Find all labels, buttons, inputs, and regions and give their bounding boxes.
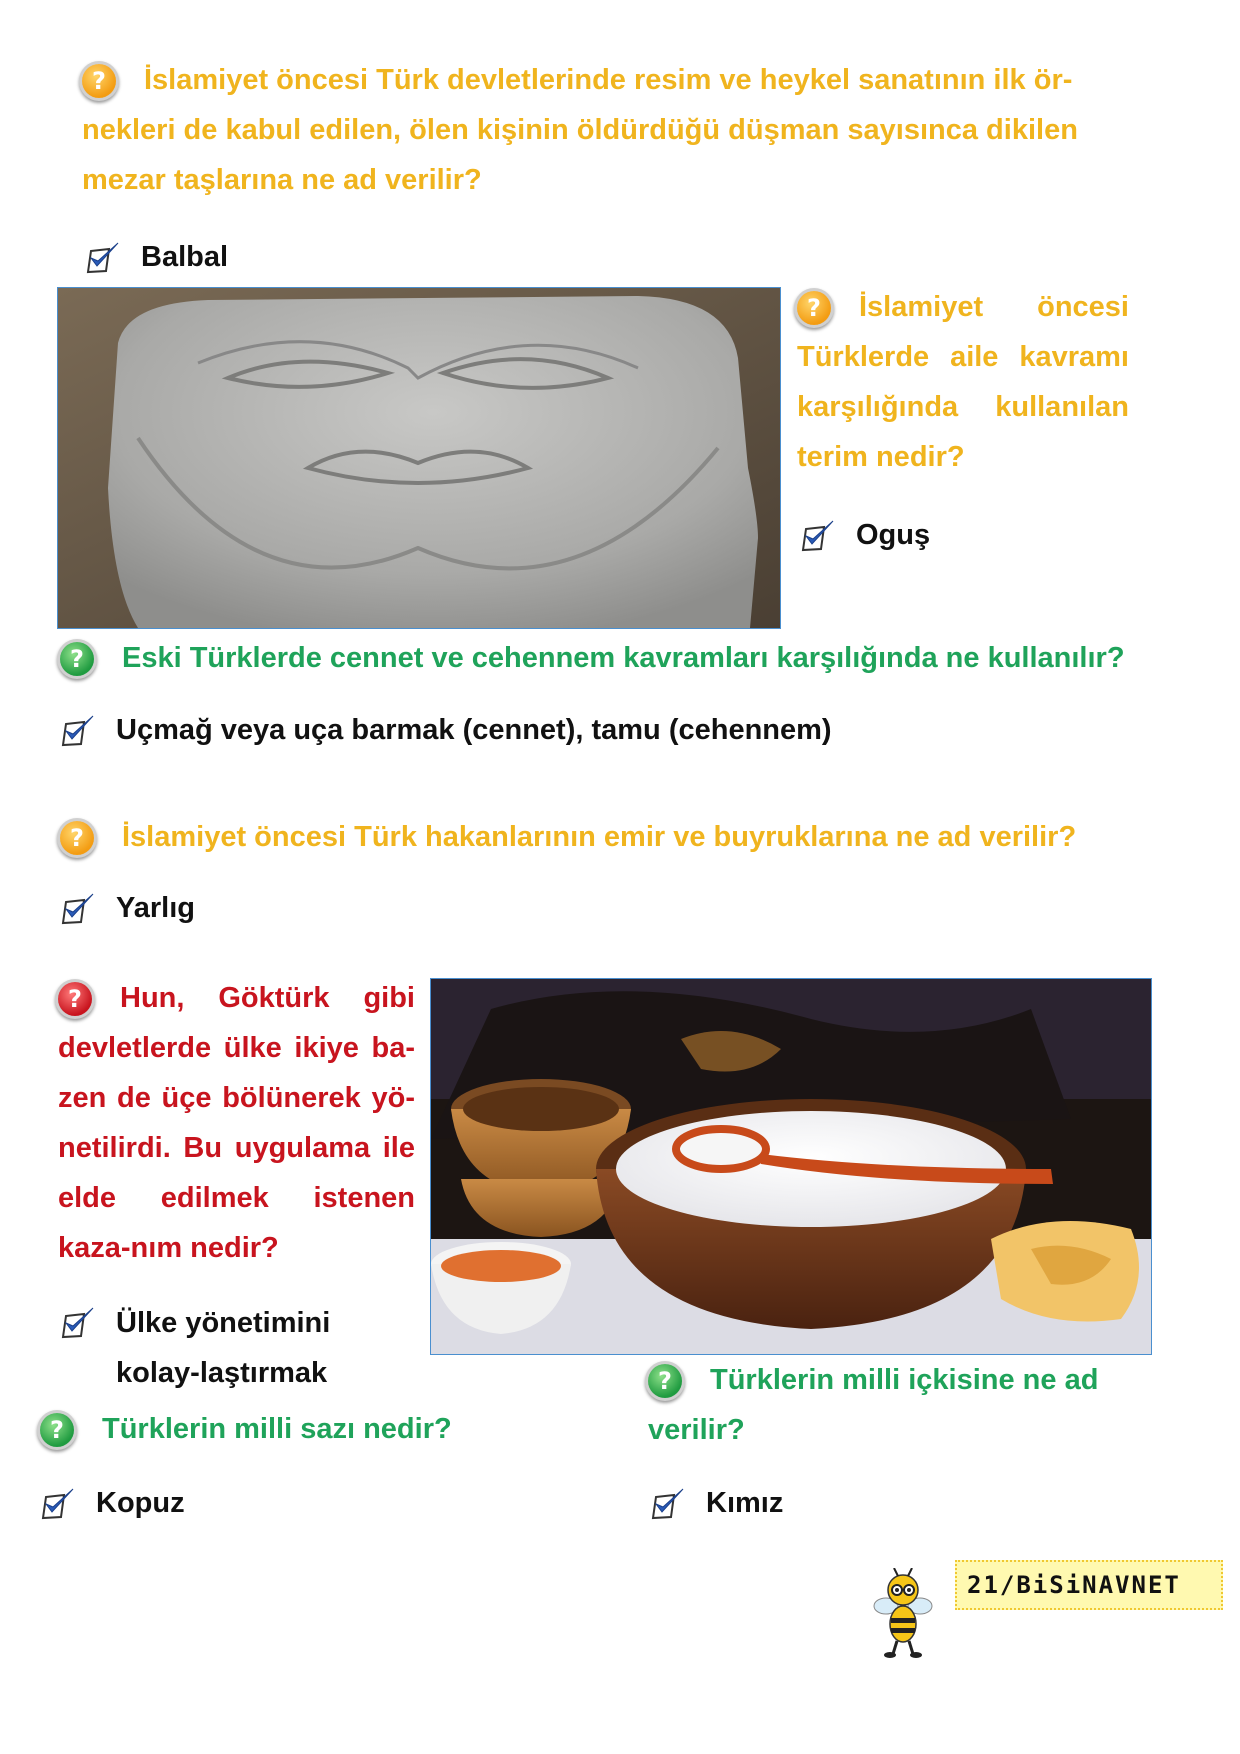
answer-6 xyxy=(650,1478,783,1528)
question-4-text: İslamiyet öncesi Türk hakanlarının emir ve buyruklarına ne ad verilir? xyxy=(122,821,1077,853)
question-icon: ? xyxy=(82,64,116,98)
question-7 xyxy=(40,1404,600,1454)
answer-5-text: Ülke yönetimini kolay-laştırmak xyxy=(116,1307,331,1389)
question-7-text: Türklerin milli sazı nedir? xyxy=(102,1413,452,1445)
question-5-text: Hun, Göktürk gibi devletlerde ülke ikiye ba-zen de üçe bölünerek yö-netilirdi. Bu uygulama ile elde edilmek istenen kaza-nım nedir? xyxy=(58,982,415,1264)
bee-mascot-icon xyxy=(868,1568,938,1658)
question-icon: ? xyxy=(60,642,94,676)
question-icon: ? xyxy=(60,821,94,855)
answer-1 xyxy=(85,232,228,282)
question-2-text: İslamiyet öncesi Türklerde aile kavramı karşılığında kullanılan terim nedir? xyxy=(797,291,1129,473)
question-icon: ? xyxy=(40,1413,74,1447)
answer-2 xyxy=(800,510,930,560)
kimiz-bowl-image xyxy=(431,979,1151,1354)
answer-2-text: Oguş xyxy=(856,519,931,551)
question-3-text: Eski Türklerde cennet ve cehennem kavramları karşılığında ne kullanılır? xyxy=(122,642,1125,674)
balbal-photo xyxy=(57,287,781,629)
question-4 xyxy=(60,812,1160,862)
answer-3-text: Uçmağ veya uça barmak (cennet), tamu (cehennem) xyxy=(116,714,832,746)
question-2 xyxy=(797,282,1129,482)
question-6-text: Türklerin milli içkisine ne ad verilir? xyxy=(648,1364,1099,1446)
checkbox-icon xyxy=(650,1487,686,1521)
answer-6-text: Kımız xyxy=(706,1487,784,1519)
question-icon: ? xyxy=(797,291,831,325)
kimiz-photo xyxy=(430,978,1152,1355)
checkbox-icon xyxy=(85,241,121,275)
answer-5 xyxy=(60,1298,430,1398)
checkbox-icon xyxy=(800,519,836,553)
checkbox-icon xyxy=(60,1306,96,1340)
checkbox-icon xyxy=(40,1487,76,1521)
page-footer-label: 21/BiSiNAVNET xyxy=(955,1560,1223,1610)
checkbox-icon xyxy=(60,892,96,926)
answer-7 xyxy=(40,1478,185,1528)
balbal-stone-image xyxy=(58,288,780,628)
answer-4 xyxy=(60,883,195,933)
question-1-text: İslamiyet öncesi Türk devletlerinde resim ve heykel sanatının ilk ör-nekleri de kabul edilen, ölen kişinin öldürdüğü düşman sayısınca dikilen mezar taşlarına ne ad verilir? xyxy=(82,64,1078,196)
checkbox-icon xyxy=(60,714,96,748)
answer-4-text: Yarlıg xyxy=(116,892,195,924)
question-icon: ? xyxy=(648,1364,682,1398)
question-3 xyxy=(60,633,1160,683)
question-1 xyxy=(82,55,1132,205)
question-5 xyxy=(58,973,415,1273)
answer-7-text: Kopuz xyxy=(96,1487,185,1519)
answer-3 xyxy=(60,705,832,755)
answer-1-text: Balbal xyxy=(141,241,229,273)
question-icon: ? xyxy=(58,982,92,1016)
question-6 xyxy=(648,1355,1128,1455)
